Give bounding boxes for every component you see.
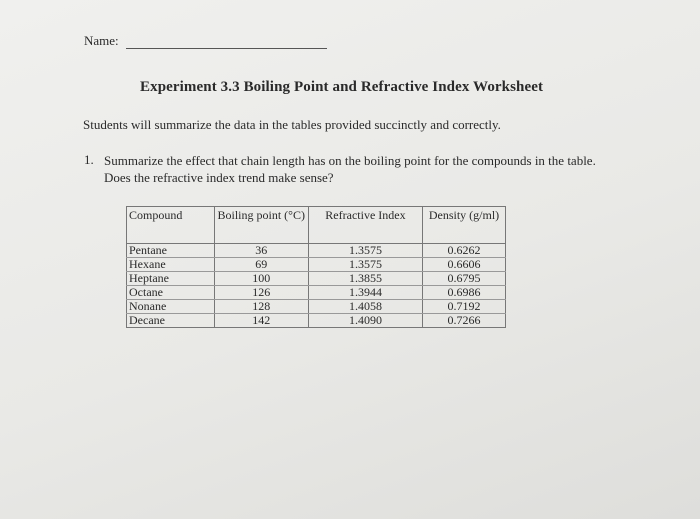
table-row — [127, 300, 506, 314]
header-refractive-index: Refractive Index — [308, 207, 422, 244]
cell-boiling-point: 100 — [214, 272, 308, 286]
data-table — [126, 206, 506, 328]
cell-boiling-point: 69 — [214, 258, 308, 272]
cell-density: 0.7192 — [422, 300, 505, 314]
cell-boiling-point: 142 — [214, 314, 308, 328]
cell-refractive-index: 1.4090 — [308, 314, 422, 328]
question-number: 1. — [84, 152, 94, 167]
cell-refractive-index: 1.3575 — [308, 258, 422, 272]
cell-density: 0.6795 — [422, 272, 505, 286]
cell-refractive-index: 1.3575 — [308, 244, 422, 258]
cell-compound: Pentane — [127, 244, 215, 258]
cell-density: 0.6262 — [422, 244, 505, 258]
worksheet-title: Experiment 3.3 Boiling Point and Refractive Index Worksheet — [140, 79, 544, 95]
cell-boiling-point: 36 — [214, 244, 308, 258]
cell-compound: Hexane — [127, 258, 215, 272]
cell-refractive-index: 1.3944 — [308, 286, 422, 300]
cell-compound: Nonane — [127, 300, 215, 314]
cell-refractive-index: 1.4058 — [308, 300, 422, 314]
cell-compound: Octane — [127, 286, 215, 300]
intro-text: Students will summarize the data in the tables provided succinctly and correctly. — [83, 117, 501, 132]
table-row — [127, 286, 506, 300]
header-density: Density (g/ml) — [422, 207, 505, 244]
question-text: Summarize the effect that chain length has on the boiling point for the compounds in the table. Does the refractive index trend make sense? — [104, 153, 596, 185]
cell-refractive-index: 1.3855 — [308, 272, 422, 286]
table-row — [127, 314, 506, 328]
cell-density: 0.7266 — [422, 314, 505, 328]
cell-boiling-point: 126 — [214, 286, 308, 300]
name-label: Name: — [84, 33, 119, 48]
header-compound: Compound — [127, 207, 215, 244]
name-blank-line — [126, 48, 327, 49]
cell-boiling-point: 128 — [214, 300, 308, 314]
table-header-row — [127, 207, 506, 244]
cell-density: 0.6606 — [422, 258, 505, 272]
cell-density: 0.6986 — [422, 286, 505, 300]
table-row — [127, 258, 506, 272]
cell-compound: Decane — [127, 314, 215, 328]
table-row — [127, 272, 506, 286]
cell-compound: Heptane — [127, 272, 215, 286]
table-row — [127, 244, 506, 258]
header-boiling-point: Boiling point (°C) — [214, 207, 308, 244]
